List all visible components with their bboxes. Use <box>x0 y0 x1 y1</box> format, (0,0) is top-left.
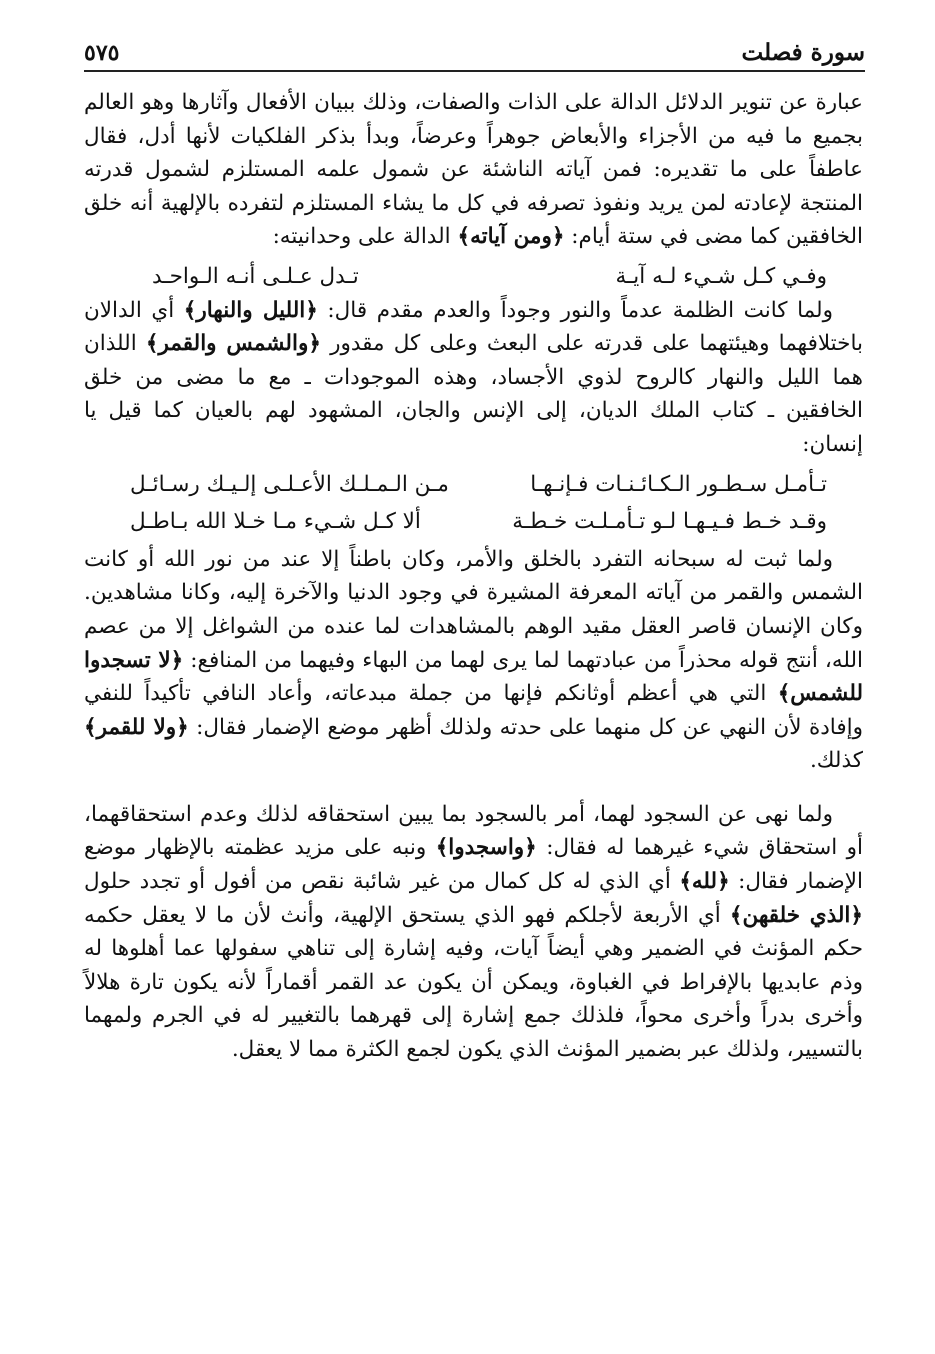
surah-title: سورة فصلت <box>741 39 865 66</box>
paragraph-4-text-b: ونبه على مزيد عظمته بالإظهار موضع الإضمار فقال: <box>84 835 863 895</box>
quran-quote: ﴿الذي خلقهن﴾ <box>729 902 863 928</box>
paragraph-2-text-c: اللذان هما الليل والنهار كالروح لذوي الأجساد، وهذه الموجودات ـ مع ما مضى من خلق الخافقين ـ كتاب الملك الديان، إلى الإنس والجان، المشهود لهم بالعيان كما قيل يا إنسان: <box>84 331 863 457</box>
quran-quote: ﴿ومن آياته﴾ <box>457 224 565 250</box>
paragraph-1 <box>84 86 863 254</box>
quran-quote: ﴿لا تسجدوا للشمس﴾ <box>84 647 863 707</box>
poem-block <box>84 468 863 539</box>
paragraph-3 <box>84 543 863 778</box>
quran-quote: ﴿والشمس والقمر﴾ <box>145 331 321 357</box>
paragraph-4 <box>84 798 863 1067</box>
poem-verse-3 <box>84 505 863 539</box>
verse-2-second-hemistich: مـن الـمـلـك الأعـلـى إلـيـك رسـائـل <box>130 471 449 497</box>
quran-quote: ﴿ولا للقمر﴾ <box>84 714 189 740</box>
paragraph-4-text-a: ولما نهى عن السجود لهما، أمر بالسجود بما يبين استحقاقه لذلك وعدم استحقاقهما، أو استحقاق شيء غيرهما له فقال: <box>84 801 863 861</box>
verse-1-first-hemistich: وفـي كـل شـيء لـه آيـة <box>615 263 827 289</box>
paragraph-3-text-b: التي هي أعظم أوثانكم فإنها من جملة مبدعاته، وأعاد النافي تأكيداً للنفي وإفادة لأن النهي عن كل منهما على حدته ولذلك أظهر موضع الإضمار فقال: <box>84 681 863 740</box>
paragraph-2-text-a: ولما كانت الظلمة عدماً والنور وجوداً والعدم مقدم قال: <box>317 297 833 323</box>
poem-verse-2 <box>84 468 863 502</box>
page-body <box>84 86 863 1067</box>
quran-quote: ﴿واسجدوا﴾ <box>435 835 537 861</box>
paragraph-2 <box>84 294 863 462</box>
paragraph-1-text: عبارة عن تنوير الدلائل الدالة على الذات والصفات، وذلك ببيان الأفعال وآثارها وهو العالم بجميع ما فيه من الأجزاء والأبعاض جوهراً وعرضاً، وبدأ بذكر الفلكيات لأنها أدل، فقال عاطفاً على ما تقديره: فمن آياته الناشئة عن شمول علمه المستلزم لشمول قدرته المنتجة لإعادته لمن يريد ونفوذ تصرفه في كل ما يشاء المستلزم لتفرده بالإلهية أنه خلق الخافقين كما مضى في ستة أيام: <box>84 90 863 250</box>
quran-quote: ﴿لله﴾ <box>679 869 730 895</box>
verse-3-first-hemistich: وقـد خـط فـيـهـا لـو تـأمـلـت خـطـة <box>512 509 827 535</box>
paragraph-4-text-d: أي الأربعة لأجلكم فهو الذي يستحق الإلهية، وأنث لأن ما لا يعقل حكمه حكم المؤنث في الضمير وهي أيضاً آيات، وفيه إشارة إلى تناهي سفولها عما أهلوها له وذم عابديها بالإفراط في الغباوة، ويمكن أن يكون عد القمر أقماراً لأنه يكون تارة هلالاً وأخرى بدراً وأخرى محواً، فلذلك جمع إشارة إلى قهرهما بالتغيير له في الجرم ولمهما بالتسيير، ولذلك عبر بضمير المؤنث الذي يكون لجمع الكثرة مما لا يعقل. <box>84 902 863 1063</box>
poem-verse-1 <box>84 260 863 294</box>
verse-1-second-hemistich: تـدل عـلـى أنـه الـواحـد <box>152 263 359 289</box>
verse-3-second-hemistich: ألا كـل شـيء مـا خـلا الله بـاطـل <box>130 509 421 535</box>
page-number: ٥٧٥ <box>84 40 120 66</box>
running-header <box>84 36 865 72</box>
verse-2-first-hemistich: تـأمـل سـطـور الـكـائـنـات فـإنـهـا <box>530 471 827 497</box>
paragraph-3-text-c: كذلك. <box>809 748 863 774</box>
quran-quote: ﴿الليل والنهار﴾ <box>183 297 318 323</box>
paragraph-1-end: الدالة على وحدانيته: <box>272 224 458 250</box>
paragraph-4-text-c: أي الذي له كل كمال من غير شائبة نقص من أفول أو تجدد حلول <box>84 869 680 895</box>
paragraph-2-text-b: أي الدالان باختلافهما وهيئتهما على قدرته على البعث وعلى كل مقدور <box>84 297 863 357</box>
paragraph-3-text-a: ولما ثبت له سبحانه التفرد بالخلق والأمر، وكان باطناً إلا عند من نور الله أو كانت الشمس والقمر من آياته المعرفة المشيرة في وجود الدنيا والآخرة إليه، وكانا مشاهدين. وكان الإنسان قاصر العقل مقيد الوهم بالمشاهدات لما عنده من الشواغل إلا من عصم الله، أنتج قوله محذراً من عبادتهما لما يرى لهما من البهاء وفيهما من المنافع: <box>84 546 863 673</box>
